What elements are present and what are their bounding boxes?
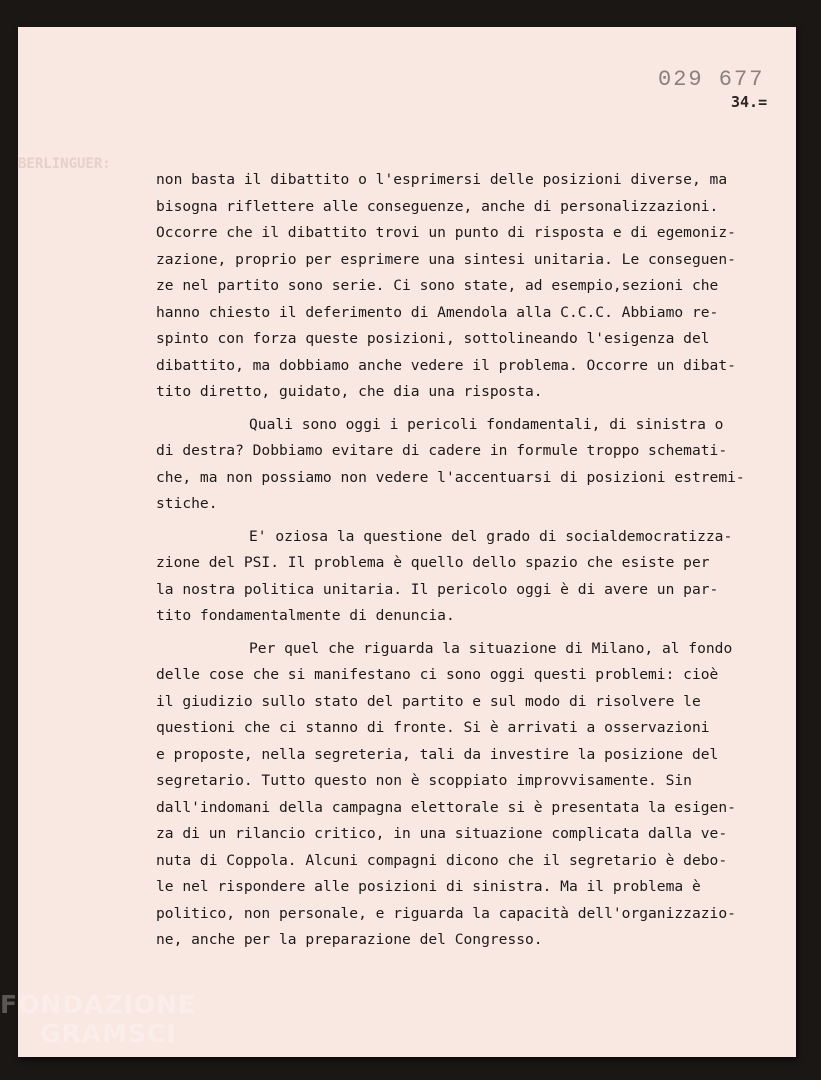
typewritten-body — [156, 167, 806, 954]
text-line: tito fondamentalmente di denuncia. — [156, 607, 455, 624]
text-line: zazione, proprio per esprimere una sintesi unitaria. Le conseguen- — [156, 250, 736, 268]
text-line: E' oziosa la questione del grado di socialdemocratizza- — [249, 527, 733, 545]
text-line: tito diretto, guidato, che dia una risposta. — [156, 383, 543, 400]
text-line: Per quel che riguarda la situazione di Milano, al fondo — [249, 639, 733, 657]
paragraph-1 — [156, 167, 806, 406]
watermark-line-1: FONDAZIONE — [0, 990, 197, 1019]
document-page — [18, 27, 796, 1057]
watermark-line-2: GRAMSCI — [40, 1019, 177, 1048]
text-line: e proposte, nella segreteria, tali da investire la posizione del — [156, 745, 719, 763]
text-line: il giudizio sullo stato del partito e sul modo di risolvere le — [156, 692, 701, 710]
text-line: non basta il dibattito o l'esprimersi delle posizioni diverse, ma — [156, 171, 728, 188]
text-line: spinto con forza queste posizioni, sottolineando l'esigenza del — [156, 330, 710, 347]
text-line: hanno chiesto il deferimento di Amendola alla C.C.C. Abbiamo re- — [156, 303, 719, 321]
text-line: delle cose che si manifestano ci sono oggi questi problemi: cioè — [156, 666, 719, 683]
text-line: bisogna riflettere alle conseguenze, anche di personalizzazioni. — [156, 197, 719, 215]
text-line: stiche. — [156, 495, 218, 512]
archive-stamp-number: 029 677 — [658, 67, 765, 92]
text-line: questioni che ci stanno di fronte. Si è arrivati a osservazioni — [156, 719, 710, 736]
text-line: Quali sono oggi i pericoli fondamentali, di sinistra o — [249, 415, 724, 433]
paragraph-3 — [156, 524, 806, 630]
text-line: dibattito, ma dobbiamo anche vedere il problema. Occorre un dibat- — [156, 356, 736, 374]
paragraph-2 — [156, 412, 806, 518]
text-line: Occorre che il dibattito trovi un punto di risposta e di egemoniz- — [156, 224, 736, 241]
page-number: 34.= — [731, 93, 768, 111]
text-line: che, ma non possiamo non vedere l'accentuarsi di posizioni estremi- — [156, 468, 745, 486]
text-line: zione del PSI. Il problema è quello dello spazio che esiste per — [156, 554, 710, 571]
watermark-logo — [0, 990, 196, 1048]
text-line: la nostra politica unitaria. Il pericolo oggi è di avere un par- — [156, 580, 719, 598]
text-line: ze nel partito sono serie. Ci sono state, ad esempio,sezioni che — [156, 277, 719, 294]
text-line: ne, anche per la preparazione del Congresso. — [156, 931, 543, 948]
paragraph-4 — [156, 636, 806, 954]
text-line: za di un rilancio critico, in una situazione complicata dalla ve- — [156, 825, 728, 842]
text-line: politico, non personale, e riguarda la capacità dell'organizzazio- — [156, 904, 736, 922]
margin-speaker-label: BERLINGUER: — [18, 156, 111, 172]
text-line: segretario. Tutto questo non è scoppiato improvvisamente. Sin — [156, 772, 692, 789]
text-line: nuta di Coppola. Alcuni compagni dicono che il segretario è debo- — [156, 851, 728, 869]
text-line: dall'indomani della campagna elettorale si è presentata la esigen- — [156, 798, 736, 816]
text-line: di destra? Dobbiamo evitare di cadere in formule troppo schemati- — [156, 442, 728, 459]
text-line: le nel rispondere alle posizioni di sinistra. Ma il problema è — [156, 878, 701, 895]
